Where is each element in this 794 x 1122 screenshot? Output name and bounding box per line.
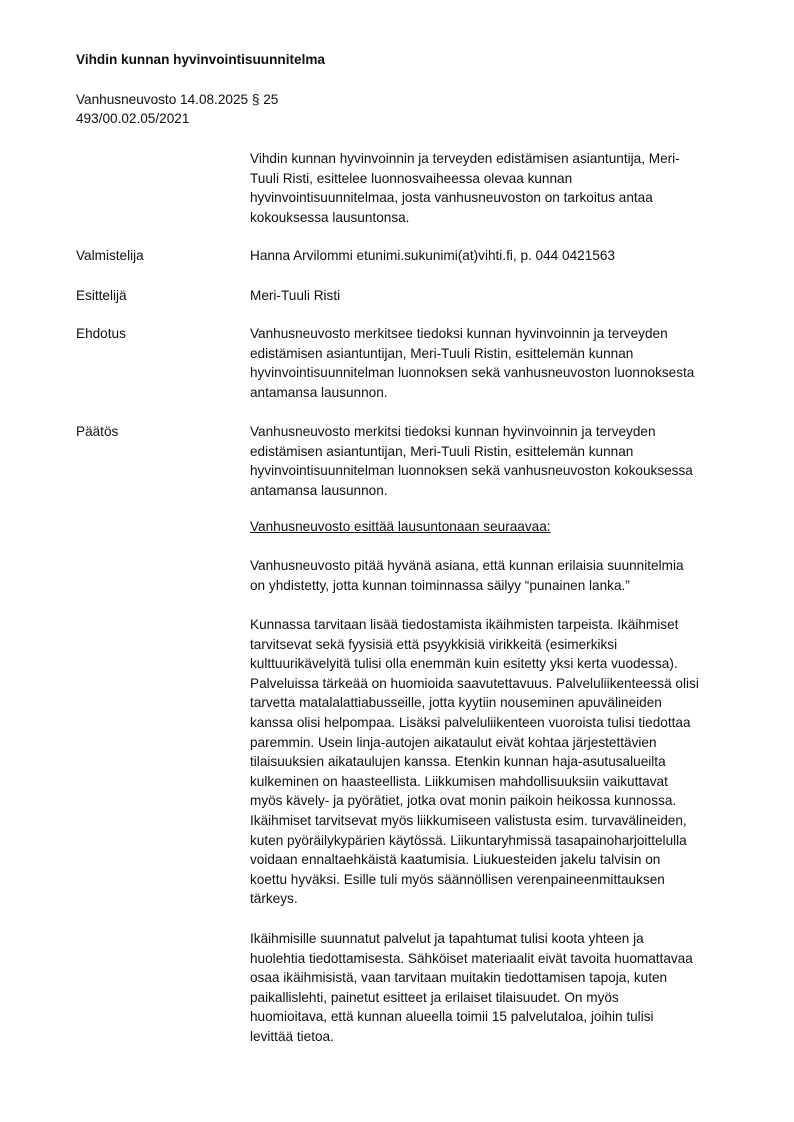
text-line: tilaisuuksien aikataulujen kanssa. Etenkin kunnan haja-asutusalueilta [250,754,666,770]
text-line: osaa ikäihmisistä, vaan tarvitaan muitakin tiedottamisen tapoja, kuten [250,970,668,986]
case-number: 493/00.02.05/2021 [76,111,190,126]
decision-label: Päätös [76,424,119,439]
intro-paragraph [250,149,750,227]
text-line: levittää tietoa. [250,1028,334,1044]
text-line: on yhdistetty, jotta kunnan toiminnassa säilyy “punainen lanka.” [250,577,630,593]
proposal-text [250,324,750,402]
text-line: antamansa lausunnon. [250,482,388,498]
text-line: myös kävely- ja pyörätiet, jotka ovat monin paikoin heikossa kunnossa. [250,793,677,809]
text-line: kanssa olisi helpompaa. Lisäksi palveluliikenteen vuoroista tulisi tiedottaa [250,714,691,730]
text-line: hyvinvointisuunnitelman luonnoksen sekä vanhusneuvoston kokouksessa [250,463,693,479]
text-line: hyvinvointisuunnitelmaa, josta vanhusneuvoston on tarkoitus antaa [250,190,653,206]
presenter-label: Esittelijä [76,288,127,303]
preparer-label: Valmistelija [76,248,144,263]
text-line: Palveluissa tärkeää on huomioida saavutettavuus. Palveluliikenteessä olisi [250,675,699,691]
text-line: hyvinvointisuunnitelman luonnoksen sekä vanhusneuvoston luonnoksesta [250,365,695,381]
text-line: tärkeys. [250,891,298,907]
text-line: edistämisen asiantuntijan, Meri-Tuuli Ristin, esittelemän kunnan [250,345,634,361]
text-line: Tuuli Risti, esittelee luonnosvaiheessa olevaa kunnan [250,170,573,186]
meeting-line: Vanhusneuvosto 14.08.2025 § 25 [76,92,279,107]
text-line: tarvetta matalalattiabusseille, jotta kyytiin nouseminen apuvälineiden [250,695,662,711]
text-line: huolehtia tiedottamisesta. Sähköiset materiaalit eivät tavoita huomattavaa [250,950,693,966]
text-line: kulttuurikävelyitä tulisi olla enemmän kuin esitetty yksi kerta vuodessa). [250,656,678,672]
text-line: huomioitava, että kunnan alueella toimii 15 palvelutaloa, joihin tulisi [250,1009,654,1025]
proposal-label: Ehdotus [76,326,126,341]
text-line: Kunnassa tarvitaan lisää tiedostamista ikäihmisten tarpeista. Ikäihmiset [250,617,679,632]
statement-paragraph-3 [250,929,750,1047]
text-line: Ikäihmiset tarvitsevat myös liikkumiseen valistusta esim. turvavälineiden, [250,812,687,828]
text-line: paikallislehti, painetut esitteet ja erilaiset tilaisuudet. On myös [250,989,619,1005]
text-line: edistämisen asiantuntijan, Meri-Tuuli Ristin, esittelemän kunnan [250,443,634,459]
text-line: koettu hyväksi. Esille tuli myös säännöllisen verenpaineenmittauksen [250,871,665,887]
text-line: Ikäihmisille suunnatut palvelut ja tapahtumat tulisi koota yhteen ja [250,931,644,946]
text-line: paremmin. Usein linja-autojen aikataulut eivät kohtaa järjestettävien [250,734,657,750]
decision-text [250,422,750,500]
statement-paragraph-2 [250,615,750,909]
text-line: Vanhusneuvosto merkitsi tiedoksi kunnan hyvinvoinnin ja terveyden [250,424,656,439]
text-line: tarvitsevat sekä fyysisiä että psyykkisiä virikkeitä (esimerkiksi [250,636,618,652]
presenter-value: Meri-Tuuli Risti [250,288,341,303]
text-line: kuten pyöräilykypärien käytössä. Liikuntaryhmissä tasapainoharjoittelulla [250,832,687,848]
text-line: Vanhusneuvosto pitää hyvänä asiana, että kunnan erilaisia suunnitelmia [250,558,684,573]
text-line: Vihdin kunnan hyvinvoinnin ja terveyden edistämisen asiantuntija, Meri- [250,151,680,166]
statement-paragraph-1 [250,556,750,595]
text-line: kokouksessa lausuntonsa. [250,209,410,225]
statement-heading: Vanhusneuvosto esittää lausuntonaan seuraavaa: [250,519,551,534]
text-line: kulkeminen on haasteellista. Liikkumisen mahdollisuuksiin vaikuttavat [250,773,668,789]
document-title: Vihdin kunnan hyvinvointisuunnitelma [76,52,325,67]
text-line: Vanhusneuvosto merkitsee tiedoksi kunnan hyvinvoinnin ja terveyden [250,326,668,341]
text-line: voidaan ennaltaehkäistä kaatumisia. Liukuesteiden jakelu talvisin on [250,852,661,868]
text-line: antamansa lausunnon. [250,384,388,400]
preparer-value: Hanna Arvilommi etunimi.sukunimi(at)vihti.fi, p. 044 0421563 [250,248,615,263]
